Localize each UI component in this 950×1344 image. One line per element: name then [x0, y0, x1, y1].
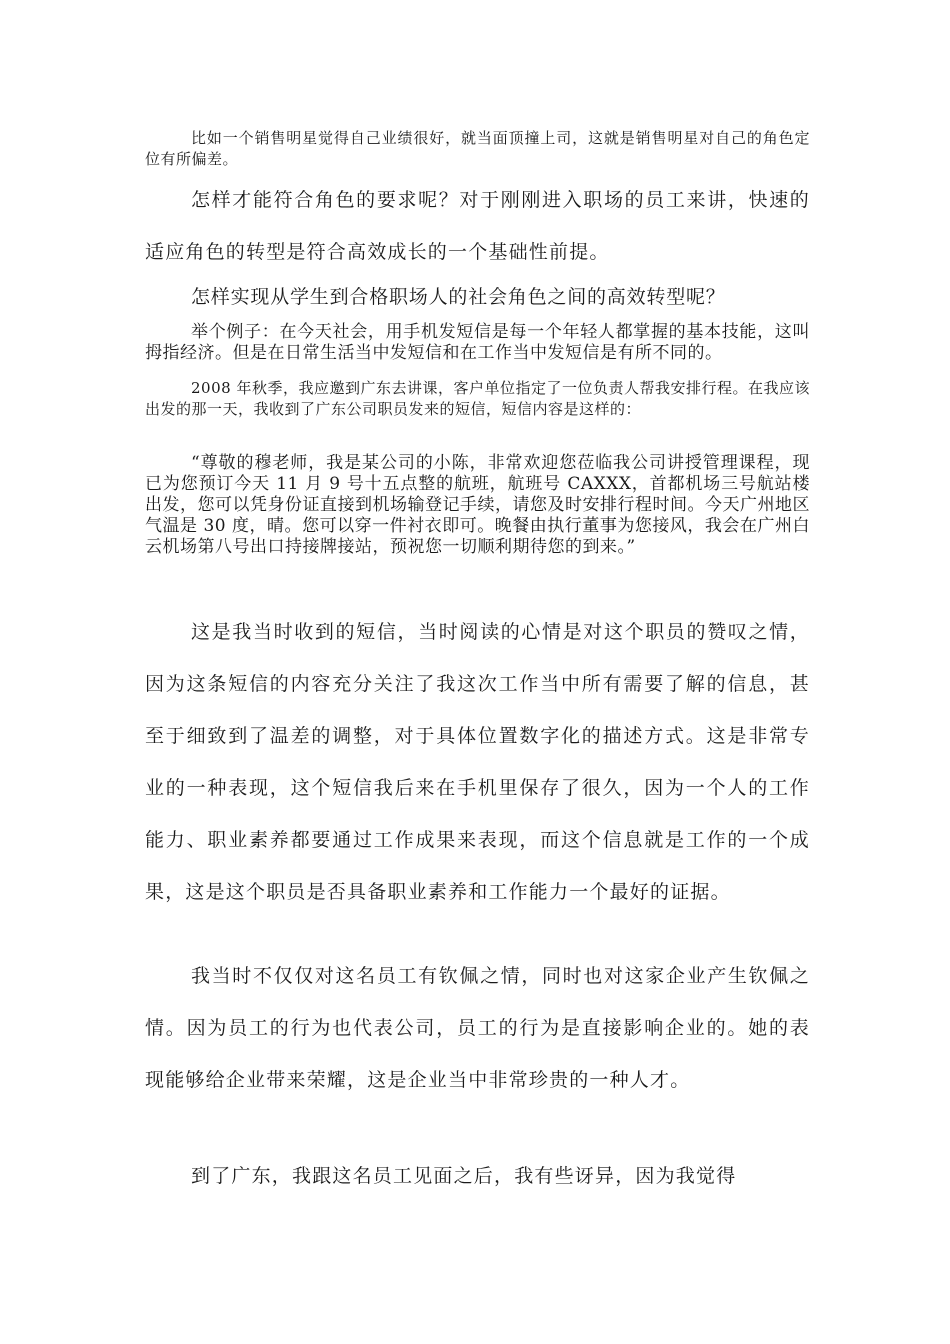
paragraph-sales-star-example: 比如一个销售明星觉得自己业绩很好，就当面顶撞上司，这就是销售明星对自己的角色定位有所偏差。 [145, 129, 810, 168]
paragraph-sms-example: 举个例子：在今天社会，用手机发短信是每一个年轻人都掌握的基本技能，这叫拇指经济。但是在日常生活当中发短信和在工作当中发短信是有所不同的。 [145, 322, 810, 363]
paragraph-role-requirement: 怎样才能符合角色的要求呢？对于刚刚进入职场的员工来讲，快速的适应角色的转型是符合高效成长的一个基础性前提。 [145, 189, 810, 263]
paragraph-meeting-in-guangdong: 到了广东，我跟这名员工见面之后，我有些讶异，因为我觉得 [191, 1165, 737, 1187]
paragraph-sms-reflection: 这是我当时收到的短信，当时阅读的心情是对这个职员的赞叹之情，因为这条短信的内容充分关注了我这次工作当中所有需要了解的信息，甚至于细致到了温差的调整，对于具体位置数字化的描述方式。这是非常专业的一种表现，这个短信我后来在手机里保存了很久，因为一个人的工作能力、职业素养都要通过工作成果来表现，而这个信息就是工作的一个成果，这是这个职员是否具备职业素养和工作能力一个最好的证据。 [145, 621, 810, 903]
paragraph-admiration: 我当时不仅仅对这名员工有钦佩之情，同时也对这家企业产生钦佩之情。因为员工的行为也代表公司，员工的行为是直接影响企业的。她的表现能够给企业带来荣耀，这是企业当中非常珍贵的一种人才。 [145, 965, 810, 1091]
paragraph-autumn-2008: 2008 年秋季，我应邀到广东去讲课，客户单位指定了一位负责人帮我安排行程。在我应该出发的那一天，我收到了广东公司职员发来的短信，短信内容是这样的： [145, 379, 810, 418]
paragraph-sms-quote: “尊敬的穆老师，我是某公司的小陈，非常欢迎您莅临我公司讲授管理课程，现已为您预订今天 11 月 9 号十五点整的航班，航班号 CAXXX，首都机场三号航站楼出发，您可以凭身份证直接到机场输登记手续，请您及时安排行程时间。今天广州地区气温是 30 度，晴。您可以穿一件衬衣即可。晚餐由执行董事为您接风，我会在广州白云机场第八号出口持接牌接站，预祝您一切顺利期待您的到来。” [145, 453, 810, 557]
paragraph-role-transition-question: 怎样实现从学生到合格职场人的社会角色之间的高效转型呢？ [191, 286, 726, 308]
